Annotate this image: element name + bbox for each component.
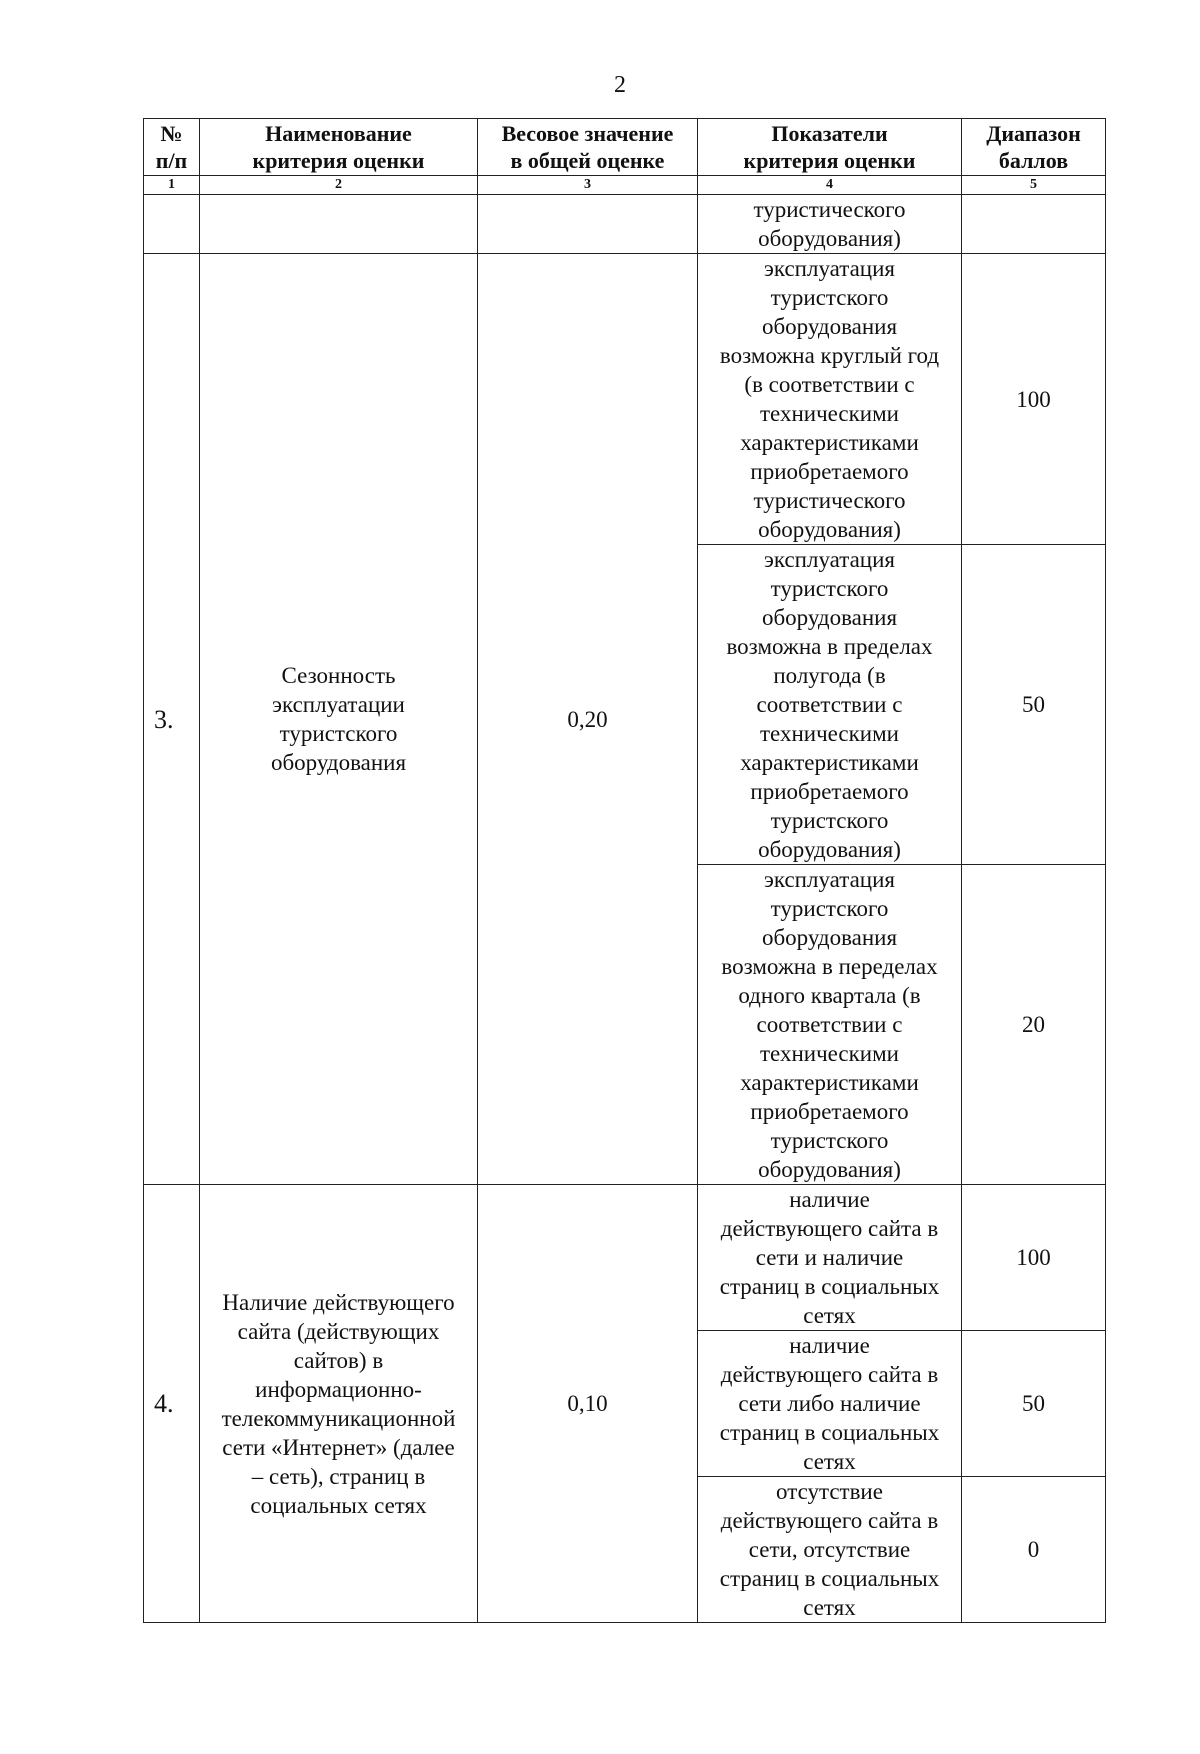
criterion-weight: 0,10 — [478, 1185, 698, 1623]
indicator-cell: наличие действующего сайта в сети либо наличие страниц в социальных сетях — [698, 1331, 962, 1477]
column-number: 3 — [478, 176, 698, 195]
empty-cell — [962, 195, 1106, 254]
score-cell: 0 — [962, 1477, 1106, 1623]
empty-cell — [144, 195, 200, 254]
criterion-number: 4. — [144, 1185, 200, 1623]
indicator-cell: эксплуатация туристского оборудования возможна круглый год (в соответствии с техническими характеристиками приобретаемого туристического оборудования) — [698, 254, 962, 545]
continuation-row — [144, 195, 1106, 254]
empty-cell — [478, 195, 698, 254]
empty-cell — [200, 195, 478, 254]
header-num: № п/п — [144, 119, 200, 176]
header-weight: Весовое значение в общей оценке — [478, 119, 698, 176]
criterion-name: Сезонность эксплуатации туристского оборудования — [200, 254, 478, 1185]
score-cell: 20 — [962, 865, 1106, 1185]
indicator-cell: туристического оборудования) — [698, 195, 962, 254]
header-indicators: Показатели критерия оценки — [698, 119, 962, 176]
score-cell: 50 — [962, 1331, 1106, 1477]
table-row — [144, 1185, 1106, 1331]
header-range: Диапазон баллов — [962, 119, 1106, 176]
column-number: 2 — [200, 176, 478, 195]
score-cell: 50 — [962, 545, 1106, 865]
table-row — [144, 254, 1106, 545]
header-row — [144, 119, 1106, 176]
criterion-name: Наличие действующего сайта (действующих сайтов) в информационно- телекоммуникационной сети «Интернет» (далее – сеть), страниц в социальных сетях — [200, 1185, 478, 1623]
criterion-weight: 0,20 — [478, 254, 698, 1185]
column-numbers-row — [144, 176, 1106, 195]
criteria-table — [143, 118, 1106, 1623]
indicator-cell: эксплуатация туристского оборудования возможна в пределах полугода (в соответствии с техническими характеристиками приобретаемого туристского оборудования) — [698, 545, 962, 865]
column-number: 5 — [962, 176, 1106, 195]
indicator-cell: эксплуатация туристского оборудования возможна в переделах одного квартала (в соответствии с техническими характеристиками приобретаемого туристского оборудования) — [698, 865, 962, 1185]
score-cell: 100 — [962, 1185, 1106, 1331]
criterion-number: 3. — [144, 254, 200, 1185]
page-number: 2 — [614, 72, 626, 98]
header-name: Наименование критерия оценки — [200, 119, 478, 176]
score-cell: 100 — [962, 254, 1106, 545]
indicator-cell: отсутствие действующего сайта в сети, отсутствие страниц в социальных сетях — [698, 1477, 962, 1623]
column-number: 4 — [698, 176, 962, 195]
column-number: 1 — [144, 176, 200, 195]
indicator-cell: наличие действующего сайта в сети и наличие страниц в социальных сетях — [698, 1185, 962, 1331]
